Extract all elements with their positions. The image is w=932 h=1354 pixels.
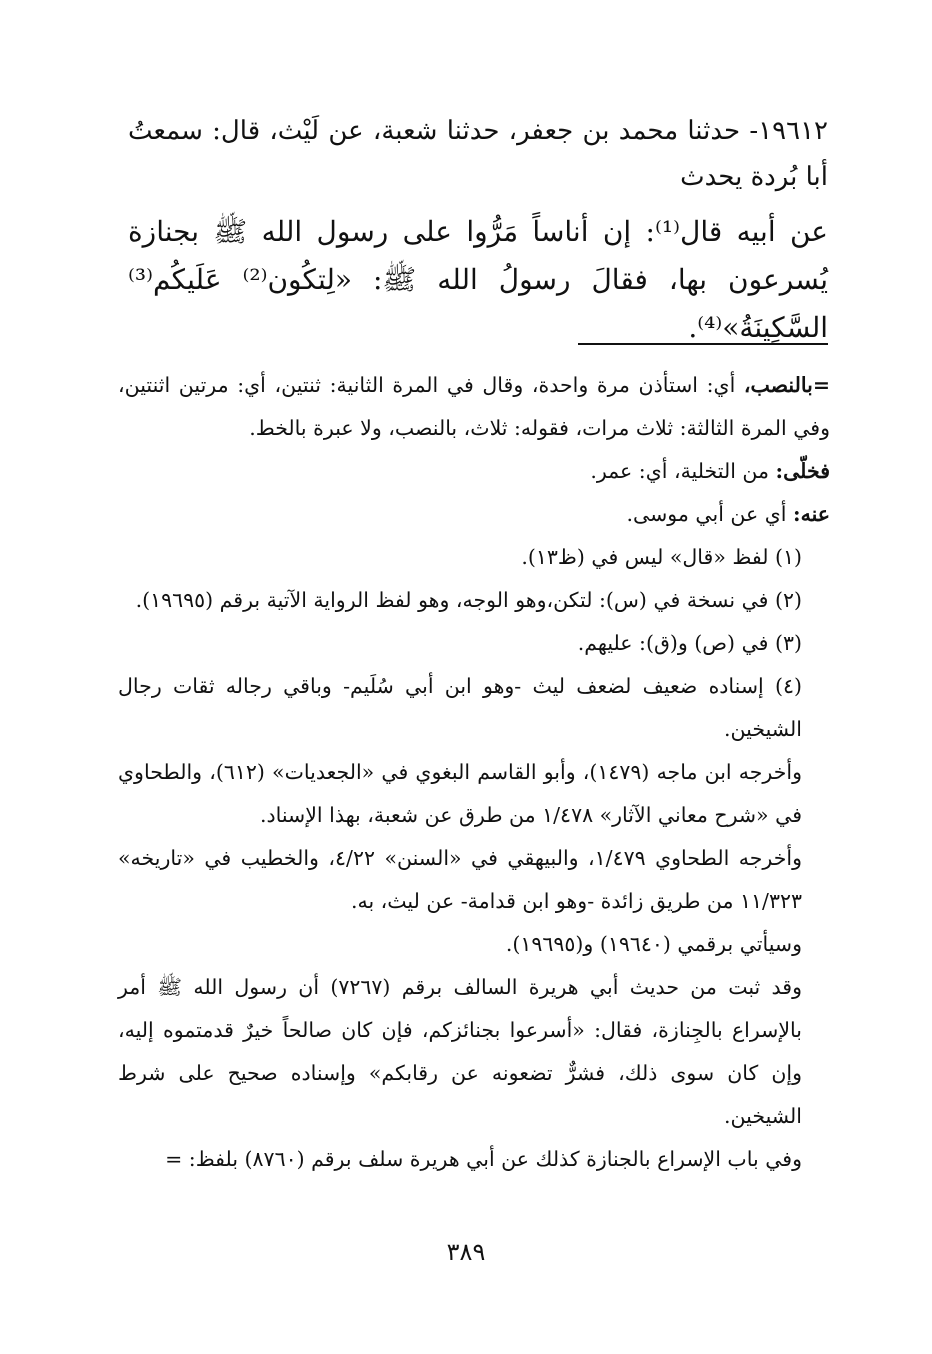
hadith-text [128,108,828,352]
footnote-continuation [118,364,830,450]
note-body: أي: استأذن مرة واحدة، وقال في المرة الثانية: ثنتين، أي: مرتين اثنتين، وفي المرة الثالثة: ثلاث مرات، فقوله: ثلاث، بالنصب، ولا عبرة بالخط. [118,373,830,440]
hadith-matn: عن أبيه قال⁽¹⁾: إن أناساً مَرُّوا على رسول الله ﷺ بجنازة يُسرعون بها، فقالَ رسولُ الله ﷺ: «لِتكُون⁽²⁾ عَلَيكُم⁽³⁾ السَّكِينَةُ»⁽⁴⁾. [128,215,829,344]
takhrij-3: وسيأتي برقمي (١٩٦٤٠) و(١٩٦٩٥). [505,932,802,956]
hadith-isnad: ١٩٦١٢- حدثنا محمد بن جعفر، حدثنا شعبة، عن لَيْث، قال: سمعتُ أبا بُردة يحدث [128,116,828,192]
takhrij-2: وأخرجه الطحاوي ١/٤٧٩، والبيهقي في «السنن» ٤/٢٢، والخطيب في «تاريخه» ١١/٣٢٣ من طريق زائدة -وهو ابن قدامة- عن ليث، به. [118,846,803,913]
gloss-body: أي عن أبي موسى. [626,502,794,526]
footnote-separator [578,343,828,345]
gloss-term: فخلّى: [775,459,830,483]
gloss-anhu [118,493,830,536]
takhrij-4: وقد ثبت من حديث أبي هريرة السالف برقم (٧٢٦٧) أن رسول الله ﷺ أمر بالإسراع بالجِنازة، فقال: «أسرعوا بجنائزكم، فإن كان صالحاً خيرٌ قدمتموه إليه، وإن كان سوى ذلك، فشرٌّ تضعونه عن رقابكم» وإسناده صحيح على شرط الشيخين. [118,975,802,1128]
page-number: ٣٨٩ [446,1238,486,1266]
takhrij-5: وفي باب الإسراع بالجنازة كذلك عن أبي هريرة سلف برقم (٨٧٦٠) بلفظ: = [165,1147,802,1171]
gloss-term: عنه: [793,502,830,526]
takhrij-1: وأخرجه ابن ماجه (١٤٧٩)، وأبو القاسم البغوي في «الجعديات» (٦١٢)، والطحاوي في «شرح معاني الآثار» ١/٤٧٨ من طرق عن شعبة، بهذا الإسناد. [118,760,803,827]
footnotes [118,364,830,1181]
footnote-3: (٣) في (ص) و(ق): عليهم. [577,631,802,655]
note-lead: =بالنصب، [743,373,830,397]
footnote-1: (١) لفظ «قال» ليس في (ظ١٣). [521,545,802,569]
footnote-4: (٤) إسناده ضعيف لضعف ليث -وهو ابن أبي سُلَيم- وباقي رجاله ثقات رجال الشيخين. [118,674,802,741]
footnote-2: (٢) في نسخة في (س): لتكن،وهو الوجه، وهو لفظ الرواية الآتية برقم (١٩٦٩٥). [135,588,802,612]
gloss-body: من التخلية، أي: عمر. [590,459,776,483]
gloss-fakhla [118,450,830,493]
